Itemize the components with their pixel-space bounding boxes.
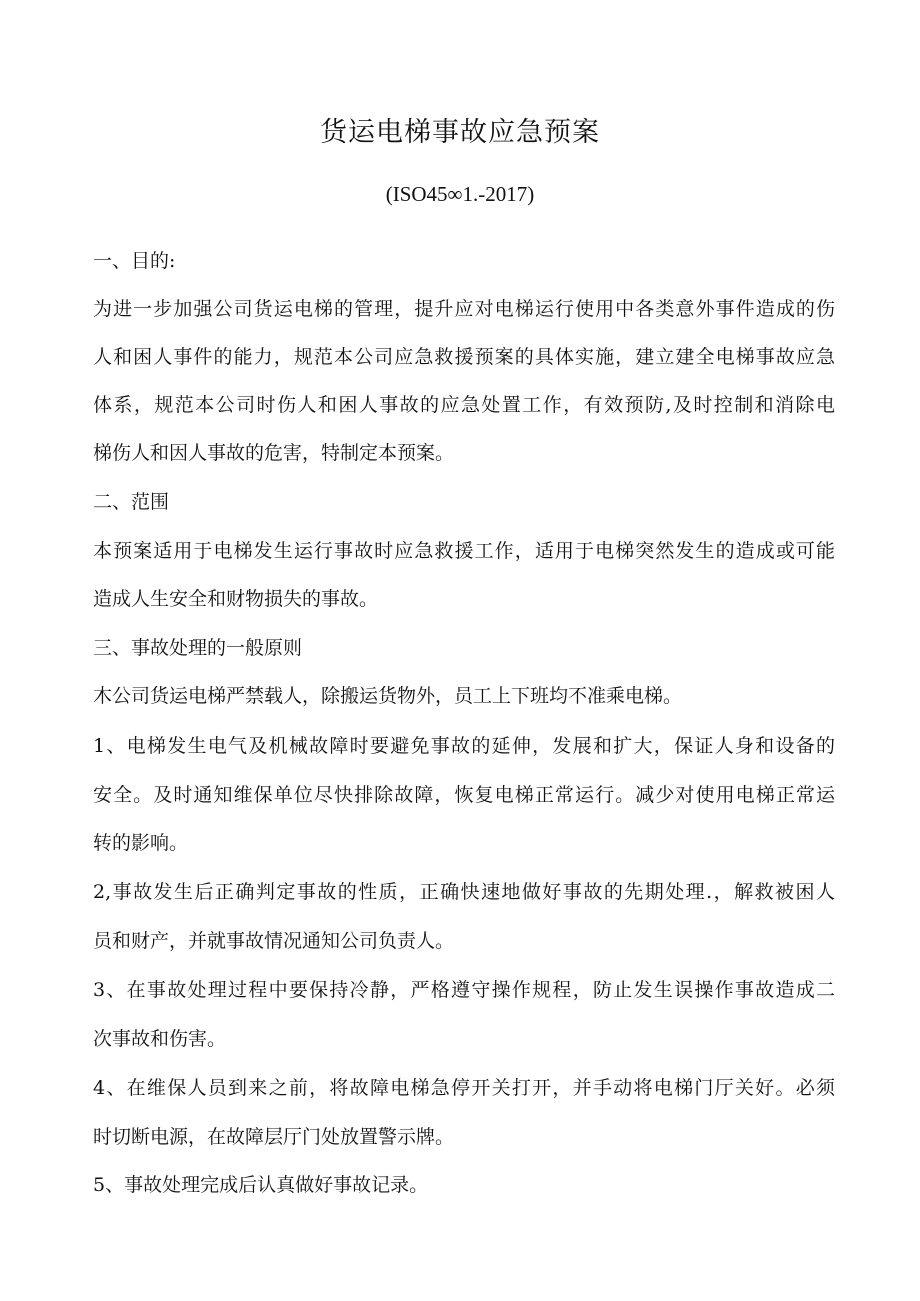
paragraph-line: 梯伤人和因人事故的危害，特制定本预案。 — [93, 442, 455, 464]
list-item-line: 转的影响。 — [93, 832, 189, 854]
list-item-line: 员和财产，并就事故情况通知公司负责人。 — [93, 930, 455, 952]
list-item-line: 1、电梯发生电气及机械故障时要避免事故的延伸，发展和扩大，保证人身和设备的 — [93, 735, 835, 757]
paragraph-line: 木公司货运电梯严禁载人，除搬运货物外，员工上下班均不准乘电梯。 — [93, 685, 683, 707]
list-item-line: 3、在事故处理过程中要保持冷静，严格遵守操作规程，防止发生误操作事故造成二 — [93, 979, 835, 1001]
list-item-line: 4、在维保人员到来之前，将故障电梯急停开关打开，并手动将电梯门厅关好。必须 — [93, 1077, 835, 1099]
document-title: 货运电梯事故应急预案 — [320, 117, 600, 148]
list-item-line: 5、事故处理完成后认真做好事故记录。 — [93, 1174, 429, 1196]
paragraph-line: 本预案适用于电梯发生运行事故时应急救援工作，适用于电梯突然发生的造成或可能 — [93, 540, 835, 562]
list-item-line: 2,事故发生后正确判定事故的性质，正确快速地做好事故的先期处理.，解救被困人 — [93, 881, 835, 903]
paragraph-line: 为进一步加强公司货运电梯的管理，提升应对电梯运行使用中各类意外事件造成的伤 — [93, 298, 835, 320]
section-heading-principles: 三、事故处理的一般原则 — [93, 637, 303, 659]
paragraph-line: 体系，规范本公司时伤人和困人事故的应急处置工作，有效预防,及时控制和消除电 — [93, 394, 835, 416]
section-heading-scope: 二、范围 — [93, 491, 170, 513]
list-item-line: 安全。及时通知维保单位尽快排除故障，恢复电梯正常运行。减少对使用电梯正常运 — [93, 784, 835, 806]
paragraph-line: 造成人生安全和财物损失的事故。 — [93, 588, 379, 610]
document-subtitle: (ISO45∞1.-2017) — [385, 182, 535, 206]
list-item-line: 次事故和伤害。 — [93, 1028, 227, 1050]
paragraph-line: 人和困人事件的能力，规范本公司应急救援预案的具体实施，建立建全电梯事故应急 — [93, 346, 835, 368]
section-heading-purpose: 一、目的: — [93, 250, 176, 272]
list-item-line: 时切断电源，在故障层厅门处放置警示牌。 — [93, 1126, 455, 1148]
